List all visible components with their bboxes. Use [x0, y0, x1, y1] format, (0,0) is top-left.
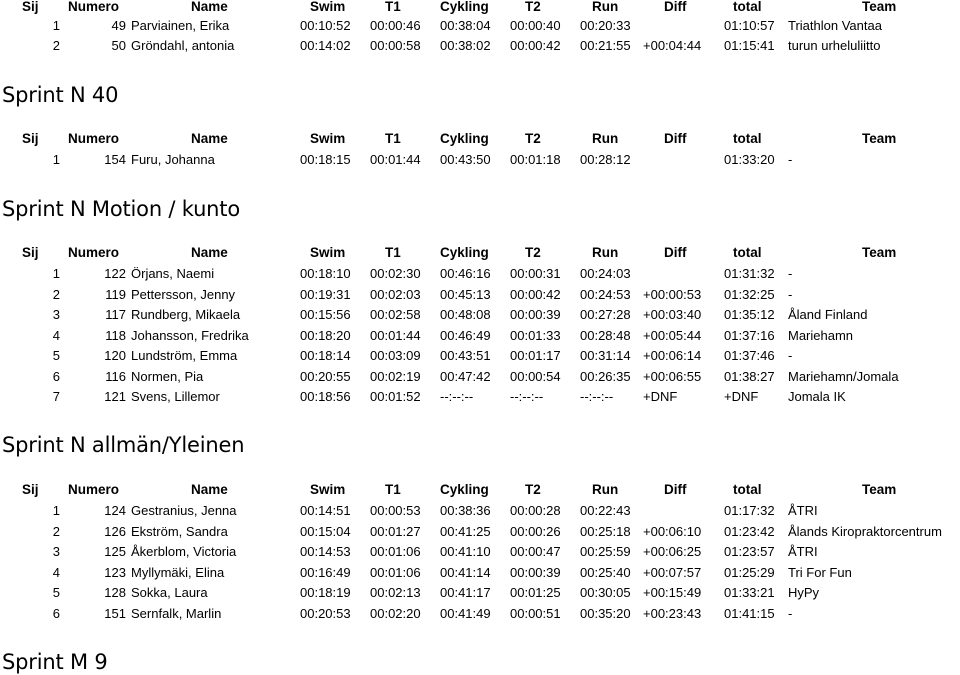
col-cykling: Cykling: [440, 245, 489, 260]
cell-run: 00:31:14: [580, 348, 631, 363]
cell-run: 00:28:48: [580, 327, 631, 343]
cell-total: 01:41:15: [724, 606, 775, 621]
table-row: [0, 604, 960, 624]
cell-sij: 3: [52, 307, 60, 322]
cell-swim: 00:15:56: [300, 307, 351, 322]
cell-sij: 6: [52, 368, 60, 384]
cell-t1: 00:01:44: [370, 152, 421, 167]
col-t2: T2: [525, 131, 541, 146]
cell-diff: +00:15:49: [643, 585, 702, 601]
cell-t1: 00:01:27: [370, 523, 421, 539]
col-name: Name: [191, 131, 228, 146]
col-run: Run: [592, 131, 619, 146]
cell-team: ÅTRI: [788, 544, 818, 560]
col-sij: Sij: [22, 0, 39, 14]
col-numero: Numero: [68, 482, 120, 497]
cell-cykling: 00:41:25: [440, 523, 491, 539]
cell-diff: +00:00:53: [643, 286, 702, 302]
cell-t2: 00:00:42: [510, 286, 561, 302]
col-total: total: [733, 245, 762, 260]
cell-swim: 00:18:14: [300, 348, 351, 363]
table-header: [0, 480, 960, 500]
cell-team: -: [788, 348, 793, 363]
cell-t1: 00:01:06: [370, 544, 421, 560]
table-row: [0, 264, 960, 284]
col-t1: T1: [385, 245, 401, 260]
cell-cykling: 00:41:17: [440, 585, 491, 601]
cell-cykling: 00:41:10: [440, 544, 491, 560]
cell-swim: 00:18:56: [300, 389, 351, 404]
cell-t1: 00:01:44: [370, 327, 421, 343]
cell-team: Triathlon Vantaa: [788, 18, 882, 33]
cell-diff: +00:06:25: [643, 544, 702, 560]
cell-total: 01:33:21: [724, 585, 775, 601]
cell-team: -: [788, 606, 793, 621]
cell-run: 00:28:12: [580, 152, 631, 167]
col-t1: T1: [385, 0, 401, 14]
cell-team: -: [788, 286, 793, 302]
cell-sij: 1: [52, 18, 60, 33]
cell-run: 00:35:20: [580, 606, 631, 621]
cell-diff: +00:23:43: [643, 606, 702, 621]
cell-t1: 00:03:09: [370, 348, 421, 363]
cell-diff: +00:07:57: [643, 564, 702, 580]
col-sij: Sij: [22, 131, 39, 146]
section-title: Sprint N allmän/Yleinen: [2, 433, 245, 457]
cell-sij: 2: [52, 523, 60, 539]
cell-team: Mariehamn/Jomala: [788, 368, 899, 384]
cell-total: 01:23:42: [724, 523, 775, 539]
cell-sij: 2: [52, 38, 60, 53]
col-t2: T2: [525, 482, 541, 497]
cell-total: 01:31:32: [724, 266, 775, 281]
cell-t2: 00:00:42: [510, 38, 561, 53]
cell-t1: 00:02:19: [370, 368, 421, 384]
cell-t2: 00:00:31: [510, 266, 561, 281]
cell-sij: 1: [52, 503, 60, 518]
table-row: [0, 305, 960, 325]
cell-total: 01:23:57: [724, 544, 775, 560]
cell-numero: 121: [104, 389, 126, 404]
cell-name: Myllymäki, Elina: [131, 564, 225, 580]
cell-numero: 154: [104, 152, 126, 167]
cell-t2: 00:00:40: [510, 18, 561, 33]
col-numero: Numero: [68, 245, 120, 260]
cell-swim: 00:18:10: [300, 266, 351, 281]
cell-team: Tri For Fun: [788, 564, 852, 580]
cell-diff: +00:03:40: [643, 307, 702, 322]
table-header: [0, 129, 960, 149]
cell-name: Gröndahl, antonia: [131, 38, 235, 53]
cell-name: Rundberg, Mikaela: [131, 307, 241, 322]
cell-swim: 00:15:04: [300, 523, 351, 539]
cell-total: 01:37:16: [724, 327, 775, 343]
cell-run: 00:24:53: [580, 286, 631, 302]
cell-swim: 00:18:19: [300, 585, 351, 601]
col-cykling: Cykling: [440, 131, 489, 146]
cell-diff: +00:06:14: [643, 348, 702, 363]
cell-t2: 00:00:28: [510, 503, 561, 518]
cell-team: -: [788, 266, 793, 281]
cell-swim: 00:16:49: [300, 564, 351, 580]
cell-name: Lundström, Emma: [131, 348, 238, 363]
col-run: Run: [592, 482, 619, 497]
cell-run: 00:30:05: [580, 585, 631, 601]
cell-diff: +00:06:10: [643, 523, 702, 539]
cell-t2: 00:00:39: [510, 307, 561, 322]
cell-swim: 00:20:55: [300, 368, 351, 384]
cell-swim: 00:20:53: [300, 606, 351, 621]
cell-t2: 00:00:39: [510, 564, 561, 580]
cell-sij: 2: [52, 286, 60, 302]
cell-name: Johansson, Fredrika: [131, 327, 249, 343]
cell-t2: 00:01:17: [510, 348, 561, 363]
cell-name: Normen, Pia: [131, 368, 204, 384]
cell-numero: 126: [104, 523, 126, 539]
cell-t1: 00:02:58: [370, 307, 421, 322]
cell-t2: 00:00:54: [510, 368, 561, 384]
cell-cykling: 00:41:49: [440, 606, 491, 621]
col-t1: T1: [385, 482, 401, 497]
cell-numero: 151: [104, 606, 126, 621]
col-team: Team: [862, 131, 897, 146]
cell-t2: 00:00:26: [510, 523, 561, 539]
col-name: Name: [191, 245, 228, 260]
cell-cykling: 00:43:50: [440, 152, 491, 167]
cell-name: Svens, Lillemor: [131, 389, 220, 404]
table-row: [0, 346, 960, 366]
cell-total: 01:33:20: [724, 152, 775, 167]
col-t2: T2: [525, 0, 541, 14]
cell-run: 00:21:55: [580, 38, 631, 53]
cell-t1: 00:00:58: [370, 38, 421, 53]
cell-t2: 00:00:51: [510, 606, 561, 621]
cell-swim: 00:14:02: [300, 38, 351, 53]
cell-sij: 7: [52, 389, 60, 404]
cell-t1: 00:02:03: [370, 286, 421, 302]
cell-sij: 1: [52, 152, 60, 167]
cell-cykling: 00:45:13: [440, 286, 491, 302]
col-diff: Diff: [664, 482, 687, 497]
table-header: [0, 243, 960, 263]
table-row: [0, 522, 960, 542]
col-diff: Diff: [664, 0, 687, 14]
cell-total: 01:15:41: [724, 38, 775, 53]
col-name: Name: [191, 482, 228, 497]
col-swim: Swim: [310, 245, 346, 260]
cell-t1: 00:02:20: [370, 606, 421, 621]
cell-swim: 00:10:52: [300, 18, 351, 33]
table-row: [0, 150, 960, 170]
cell-numero: 119: [105, 286, 126, 302]
table-row: [0, 542, 960, 562]
cell-t2: 00:00:47: [510, 544, 561, 560]
cell-run: 00:22:43: [580, 503, 631, 518]
col-total: total: [733, 131, 762, 146]
cell-diff: +00:04:44: [643, 38, 702, 53]
cell-diff: +00:06:55: [643, 368, 702, 384]
cell-team: turun urheluliitto: [788, 38, 881, 53]
cell-cykling: 00:48:08: [440, 307, 491, 322]
cell-numero: 117: [105, 307, 126, 322]
col-swim: Swim: [310, 131, 346, 146]
col-swim: Swim: [310, 482, 346, 497]
cell-sij: 1: [52, 266, 60, 281]
col-sij: Sij: [22, 482, 39, 497]
cell-name: Pettersson, Jenny: [131, 286, 236, 302]
cell-cykling: 00:46:49: [440, 327, 491, 343]
cell-diff: +00:05:44: [643, 327, 702, 343]
cell-team: HyPy: [788, 585, 820, 601]
cell-total: 01:25:29: [724, 564, 775, 580]
table-row: [0, 501, 960, 521]
cell-sij: 5: [52, 348, 60, 363]
cell-numero: 128: [104, 585, 126, 601]
cell-swim: 00:14:53: [300, 544, 351, 560]
cell-total: 01:37:46: [724, 348, 775, 363]
cell-cykling: 00:41:14: [440, 564, 491, 580]
table-row: [0, 367, 960, 387]
cell-t2: 00:01:18: [510, 152, 561, 167]
cell-numero: 49: [111, 18, 126, 33]
cell-sij: 6: [52, 606, 60, 621]
table-row: [0, 387, 960, 407]
col-swim: Swim: [310, 0, 346, 14]
cell-sij: 4: [52, 327, 60, 343]
cell-total: 01:32:25: [724, 286, 775, 302]
cell-cykling: 00:43:51: [440, 348, 491, 363]
section-title: Sprint M 9: [2, 650, 108, 674]
cell-numero: 125: [104, 544, 126, 560]
col-team: Team: [862, 482, 897, 497]
cell-swim: 00:14:51: [300, 503, 351, 518]
cell-name: Parviainen, Erika: [131, 18, 230, 33]
col-total: total: [733, 0, 762, 14]
col-t2: T2: [525, 245, 541, 260]
cell-t2: 00:01:33: [510, 327, 561, 343]
col-t1: T1: [385, 131, 401, 146]
cell-team: Ålands Kiropraktorcentrum: [788, 523, 942, 539]
cell-numero: 118: [105, 327, 126, 343]
cell-sij: 5: [52, 585, 60, 601]
cell-cykling: 00:46:16: [440, 266, 491, 281]
col-team: Team: [862, 0, 897, 14]
col-numero: Numero: [68, 131, 120, 146]
cell-name: Sernfalk, Marlin: [131, 606, 222, 621]
cell-name: Örjans, Naemi: [131, 266, 215, 281]
col-team: Team: [862, 245, 897, 260]
section-title: Sprint N Motion / kunto: [2, 197, 240, 221]
cell-team: ÅTRI: [788, 503, 818, 518]
cell-numero: 50: [111, 38, 126, 53]
cell-sij: 4: [52, 564, 60, 580]
table-row: [0, 583, 960, 603]
table-row: [0, 285, 960, 305]
cell-run: 00:25:59: [580, 544, 631, 560]
cell-numero: 122: [104, 266, 126, 281]
cell-total: 01:35:12: [724, 307, 775, 322]
col-cykling: Cykling: [440, 482, 489, 497]
table-row: [0, 563, 960, 583]
section-title: Sprint N 40: [2, 83, 119, 107]
cell-run: 00:26:35: [580, 368, 631, 384]
cell-total: +DNF: [724, 389, 759, 404]
cell-team: Mariehamn: [788, 327, 854, 343]
cell-cykling: 00:38:04: [440, 18, 491, 33]
cell-numero: 123: [104, 564, 126, 580]
cell-run: 00:27:28: [580, 307, 631, 322]
cell-total: 01:38:27: [724, 368, 775, 384]
col-diff: Diff: [664, 131, 687, 146]
cell-diff: +DNF: [643, 389, 678, 404]
col-numero: Numero: [68, 0, 120, 14]
cell-run: 00:20:33: [580, 18, 631, 33]
cell-numero: 116: [105, 368, 126, 384]
col-sij: Sij: [22, 245, 39, 260]
col-run: Run: [592, 245, 619, 260]
cell-t2: 00:01:25: [510, 585, 561, 601]
cell-numero: 120: [104, 348, 126, 363]
col-cykling: Cykling: [440, 0, 489, 14]
cell-t1: 00:00:46: [370, 18, 421, 33]
cell-cykling: --:--:--: [440, 389, 474, 404]
cell-t1: 00:01:52: [370, 389, 421, 404]
cell-name: Furu, Johanna: [131, 152, 215, 167]
col-name: Name: [191, 0, 228, 14]
cell-cykling: 00:47:42: [440, 368, 491, 384]
cell-run: 00:24:03: [580, 266, 631, 281]
cell-t1: 00:01:06: [370, 564, 421, 580]
cell-swim: 00:19:31: [300, 286, 351, 302]
cell-name: Gestranius, Jenna: [131, 503, 237, 518]
cell-name: Sokka, Laura: [131, 585, 208, 601]
col-diff: Diff: [664, 245, 687, 260]
cell-team: Åland Finland: [788, 307, 868, 322]
cell-t1: 00:00:53: [370, 503, 421, 518]
cell-name: Ekström, Sandra: [131, 523, 228, 539]
cell-numero: 124: [104, 503, 126, 518]
cell-team: -: [788, 152, 793, 167]
col-run: Run: [592, 0, 619, 14]
cell-t2: --:--:--: [510, 389, 544, 404]
cell-cykling: 00:38:02: [440, 38, 491, 53]
table-row: [0, 36, 960, 56]
table-row: [0, 326, 960, 346]
cell-t1: 00:02:30: [370, 266, 421, 281]
cell-run: 00:25:18: [580, 523, 631, 539]
cell-t1: 00:02:13: [370, 585, 421, 601]
table-header: [0, 0, 960, 17]
cell-total: 01:10:57: [724, 18, 775, 33]
cell-team: Jomala IK: [788, 389, 846, 404]
table-row: [0, 16, 960, 36]
cell-run: 00:25:40: [580, 564, 631, 580]
cell-run: --:--:--: [580, 389, 614, 404]
cell-sij: 3: [52, 544, 60, 560]
cell-name: Åkerblom, Victoria: [131, 544, 237, 560]
col-total: total: [733, 482, 762, 497]
cell-swim: 00:18:20: [300, 327, 351, 343]
cell-cykling: 00:38:36: [440, 503, 491, 518]
cell-swim: 00:18:15: [300, 152, 351, 167]
cell-total: 01:17:32: [724, 503, 775, 518]
